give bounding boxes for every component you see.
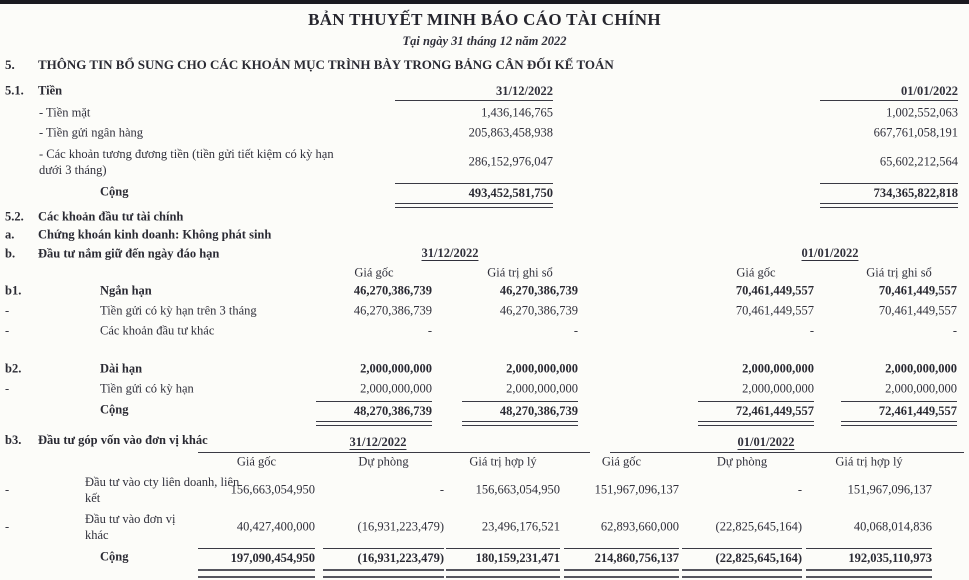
- value-cell: 2,000,000,000: [506, 381, 578, 396]
- value-cell: (22,825,645,164): [715, 519, 802, 534]
- value-cell: 46,270,386,739: [353, 283, 432, 298]
- table-row: [0, 379, 969, 399]
- table-row-b1: [0, 281, 969, 301]
- table-row: [0, 103, 969, 123]
- section-b-heading: [0, 243, 969, 264]
- value-cell: 46,270,386,739: [353, 303, 432, 318]
- value-cell: -: [797, 482, 802, 497]
- total-label: Cộng: [100, 402, 129, 416]
- dash-marker: -: [5, 482, 10, 497]
- row-label: Đầu tư vào đơn vị khác: [85, 512, 176, 542]
- total-value-cell: (22,825,645,164): [682, 548, 802, 566]
- total-row: [0, 545, 969, 568]
- value-cell: 23,496,176,521: [481, 519, 560, 534]
- thick-double-rule: [682, 569, 802, 578]
- section-52-heading: [0, 207, 969, 226]
- value-cell: -: [809, 323, 814, 338]
- row-label: Tiền gửi có kỳ hạn: [100, 381, 194, 396]
- thick-double-rule: [323, 569, 444, 578]
- date-column-header: 31/12/2022: [349, 435, 407, 449]
- value-cell: 2,000,000,000: [360, 361, 432, 376]
- row-label: Ngắn hạn: [100, 283, 152, 298]
- row-label: - Tiền mặt: [39, 105, 91, 120]
- total-row: [0, 181, 969, 202]
- total-value-cell: 214,860,756,137: [564, 548, 679, 566]
- value-cell: 2,000,000,000: [885, 361, 957, 376]
- row-label: Dài hạn: [100, 361, 143, 376]
- table-row: [0, 143, 969, 181]
- value-cell: 2,000,000,000: [742, 381, 814, 396]
- column-header: Giá trị hợp lý: [835, 454, 903, 469]
- subheader-row: [0, 453, 969, 471]
- column-header: Giá gốc: [236, 454, 277, 469]
- value-cell: 46,270,386,739: [499, 303, 578, 318]
- total-value-cell: 734,365,822,818: [820, 183, 958, 201]
- total-value-cell: 493,452,581,750: [395, 183, 553, 201]
- row-label: Tiền gửi có kỳ hạn trên 3 tháng: [100, 303, 257, 318]
- row-label: Đầu tư vào cty liên doanh, liên kết: [85, 475, 240, 505]
- thick-double-rule: [198, 569, 315, 578]
- row-number: b3.: [5, 433, 22, 447]
- dash-marker: -: [5, 519, 10, 534]
- value-cell: -: [439, 482, 444, 497]
- value-cell: 2,000,000,000: [885, 381, 957, 396]
- value-cell: (16,931,223,479): [357, 519, 444, 534]
- date-column-header: 31/12/2022: [421, 246, 479, 260]
- section-title: Đầu tư góp vốn vào đơn vị khác: [38, 433, 208, 447]
- section-number: 5.2.: [5, 209, 24, 223]
- value-cell: 1,002,552,063: [886, 105, 958, 120]
- value-cell: 40,427,400,000: [236, 519, 315, 534]
- column-header: Giá gốc: [601, 454, 642, 469]
- value-cell: 70,461,449,557: [878, 283, 957, 298]
- value-cell: 156,663,054,950: [230, 482, 315, 497]
- section-number: 5.: [5, 57, 15, 72]
- total-label: Cộng: [100, 184, 129, 198]
- table-row: [0, 321, 969, 341]
- value-cell: 70,461,449,557: [735, 303, 814, 318]
- section-number: b.: [5, 246, 16, 260]
- row-label: - Các khoản tương đương tiền (tiền gửi tiết kiệm có kỳ hạn dưới 3 tháng): [39, 147, 334, 177]
- date-column-header: 01/01/2022: [737, 435, 795, 449]
- value-cell: -: [427, 323, 432, 338]
- column-header: Giá trị ghi sổ: [487, 265, 553, 279]
- column-header: Dự phòng: [716, 454, 768, 469]
- total-label: Cộng: [100, 549, 129, 563]
- value-cell: 2,000,000,000: [360, 381, 432, 396]
- total-value-cell: 48,270,386,739: [316, 401, 432, 419]
- table-row: [0, 123, 969, 143]
- table-row-b2: [0, 359, 969, 379]
- value-cell: -: [573, 323, 578, 338]
- value-cell: 2,000,000,000: [506, 361, 578, 376]
- value-cell: 286,152,976,047: [468, 154, 553, 169]
- total-row: [0, 399, 969, 420]
- section-5-heading: [0, 52, 969, 78]
- section-title: Chứng khoán kinh doanh: Không phát sinh: [38, 227, 272, 241]
- value-cell: 70,461,449,557: [878, 303, 957, 318]
- value-cell: 46,270,386,739: [499, 283, 578, 298]
- value-cell: 1,436,146,765: [481, 105, 553, 120]
- page-subtitle: Tại ngày 31 tháng 12 năm 2022: [402, 34, 567, 48]
- value-cell: 205,863,458,938: [468, 125, 553, 140]
- total-value-cell: 72,461,449,557: [841, 401, 957, 419]
- table-row: [0, 301, 969, 321]
- value-cell: 40,068,014,836: [853, 519, 932, 534]
- value-cell: 151,967,096,137: [847, 482, 932, 497]
- column-header: Giá trị ghi sổ: [866, 265, 932, 279]
- value-cell: -: [952, 323, 957, 338]
- column-header: Dự phòng: [358, 454, 409, 469]
- thick-double-rule: [446, 569, 560, 578]
- column-header: Giá gốc: [736, 265, 776, 279]
- section-title: Đầu tư nắm giữ đến ngày đáo hạn: [38, 246, 220, 260]
- column-header: Giá gốc: [354, 265, 394, 279]
- total-value-cell: 197,090,454,950: [198, 548, 315, 566]
- spacer: [0, 341, 969, 359]
- subheader-row: [0, 264, 969, 281]
- value-cell: 151,967,096,137: [594, 482, 679, 497]
- date-column-header: 31/12/2022: [395, 84, 553, 101]
- value-cell: 667,761,058,191: [873, 125, 958, 140]
- thick-double-rule: [806, 569, 932, 578]
- value-cell: 156,663,054,950: [475, 482, 560, 497]
- section-51-header: [0, 78, 969, 103]
- value-cell: 65,602,212,564: [879, 154, 958, 169]
- page-title: BẢN THUYẾT MINH BÁO CÁO TÀI CHÍNH: [308, 10, 661, 29]
- row-label: - Tiền gửi ngân hàng: [39, 125, 143, 140]
- total-value-cell: 192,035,110,973: [806, 548, 932, 566]
- total-value-cell: 72,461,449,557: [698, 401, 814, 419]
- thick-double-rule-row: [0, 568, 969, 576]
- section-a-heading: [0, 226, 969, 243]
- total-value-cell: (16,931,223,479): [323, 548, 444, 566]
- total-value-cell: 180,159,231,471: [446, 548, 560, 566]
- row-number: b1.: [5, 283, 22, 298]
- table-row: [0, 471, 969, 509]
- date-column-header: 01/01/2022: [820, 84, 958, 101]
- section-title: THÔNG TIN BỔ SUNG CHO CÁC KHOẢN MỤC TRÌNH BÀY TRONG BẢNG CÂN ĐỐI KẾ TOÁN: [38, 57, 614, 72]
- section-number: a.: [5, 227, 15, 241]
- dash-marker: -: [5, 381, 10, 396]
- value-cell: 62,893,660,000: [600, 519, 679, 534]
- row-label: Các khoản đầu tư khác: [100, 323, 215, 338]
- dash-marker: -: [5, 303, 10, 318]
- section-title: Tiền: [38, 83, 63, 97]
- section-b3-heading: [0, 425, 969, 453]
- table-row: [0, 509, 969, 545]
- column-header: Giá trị hợp lý: [469, 454, 537, 469]
- date-column-header: 01/01/2022: [801, 246, 859, 260]
- section-title: Các khoản đầu tư tài chính: [38, 209, 184, 223]
- value-cell: 2,000,000,000: [742, 361, 814, 376]
- total-value-cell: 48,270,386,739: [462, 401, 578, 419]
- value-cell: 70,461,449,557: [735, 283, 814, 298]
- section-number: 5.1.: [5, 83, 24, 97]
- row-number: b2.: [5, 361, 22, 376]
- thick-double-rule: [564, 569, 679, 578]
- dash-marker: -: [5, 323, 10, 338]
